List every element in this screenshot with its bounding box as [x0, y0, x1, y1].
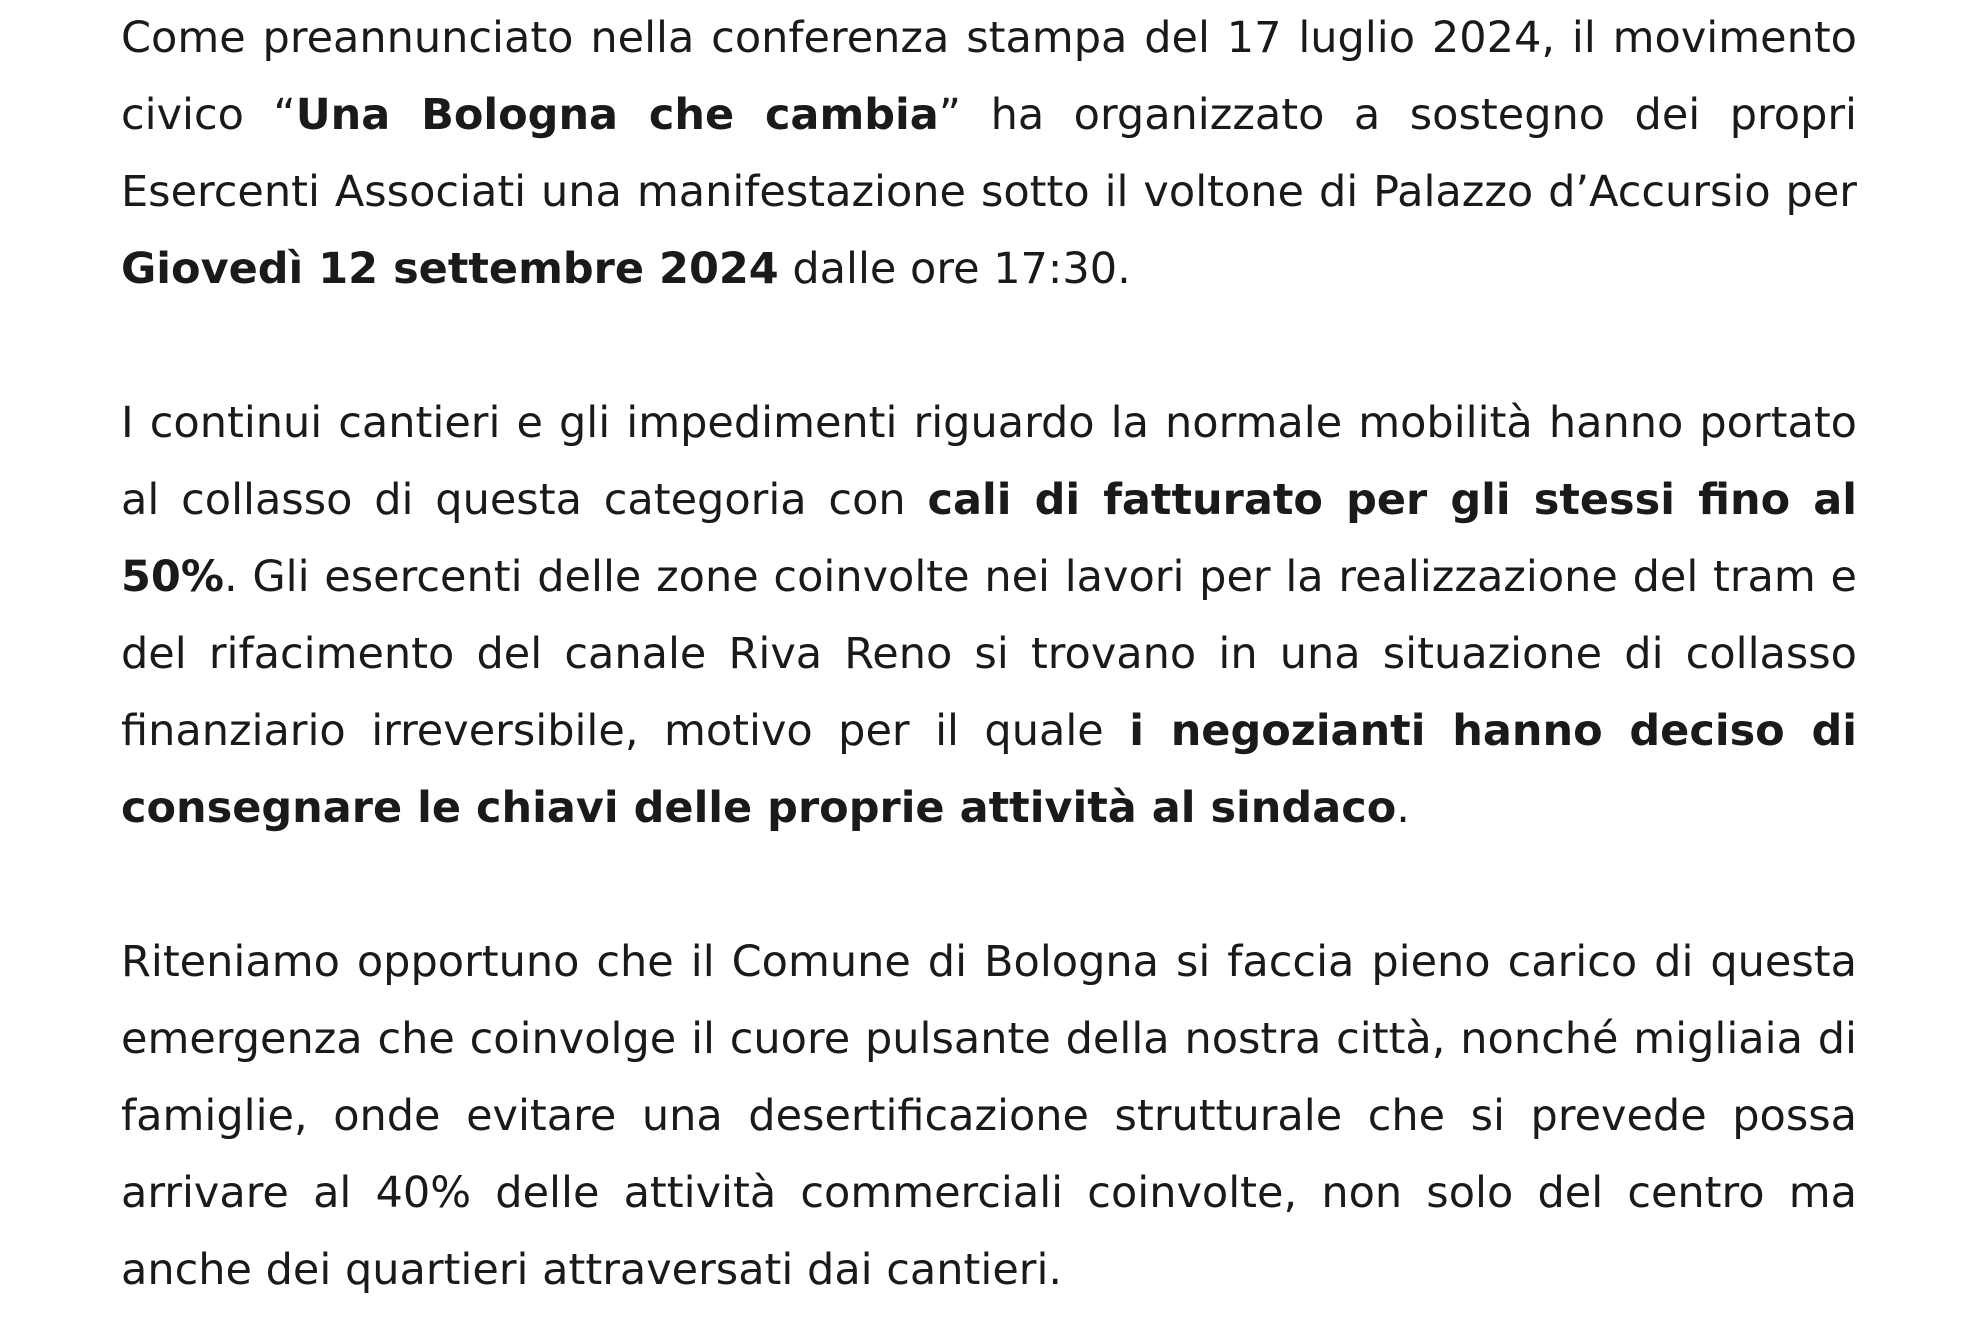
keys-decision-highlight: i negozianti hanno deciso di consegnare le chiavi delle proprie attività al sindaco — [121, 706, 1857, 833]
text-run: Come preannunciato nella conferenza stampa del 17 luglio 2024, il movimento civico “ — [121, 13, 1857, 140]
revenue-drop-highlight: cali di fatturato per gli stessi fino al 50% — [121, 475, 1858, 602]
paragraph-request — [121, 924, 1857, 1309]
text-run: . Gli esercenti delle zone coinvolte nei lavori per la realizzazione del tram e del rifacimento del canale Riva Reno si trovano in una situazione di collasso finanziario irreversibile, motivo per il quale — [121, 552, 1857, 756]
paragraph-situation — [121, 385, 1857, 847]
event-date: Giovedì 12 settembre 2024 — [121, 244, 779, 294]
text-run: ” ha organizzato a sostegno dei propri Esercenti Associati una manifestazione sotto il voltone di Palazzo d’Accursio per — [121, 90, 1857, 217]
text-run: dalle ore 17:30. — [778, 244, 1131, 294]
text-run: Riteniamo opportuno che il Comune di Bologna si faccia pieno carico di questa emergenza che coinvolge il cuore pulsante della nostra città, nonché migliaia di famiglie, onde evitare una desertificazione strutturale che si prevede possa arrivare al 40% delle attività commerciali coinvolte, non solo del centro ma anche dei quartieri attraversati dai cantieri. — [121, 937, 1857, 1295]
text-run: I continui cantieri e gli impedimenti riguardo la normale mobilità hanno portato al collasso di questa categoria con — [121, 398, 1857, 525]
movement-name: Una Bologna che cambia — [295, 90, 939, 140]
paragraph-announcement — [121, 0, 1857, 308]
text-run: . — [1396, 783, 1410, 833]
